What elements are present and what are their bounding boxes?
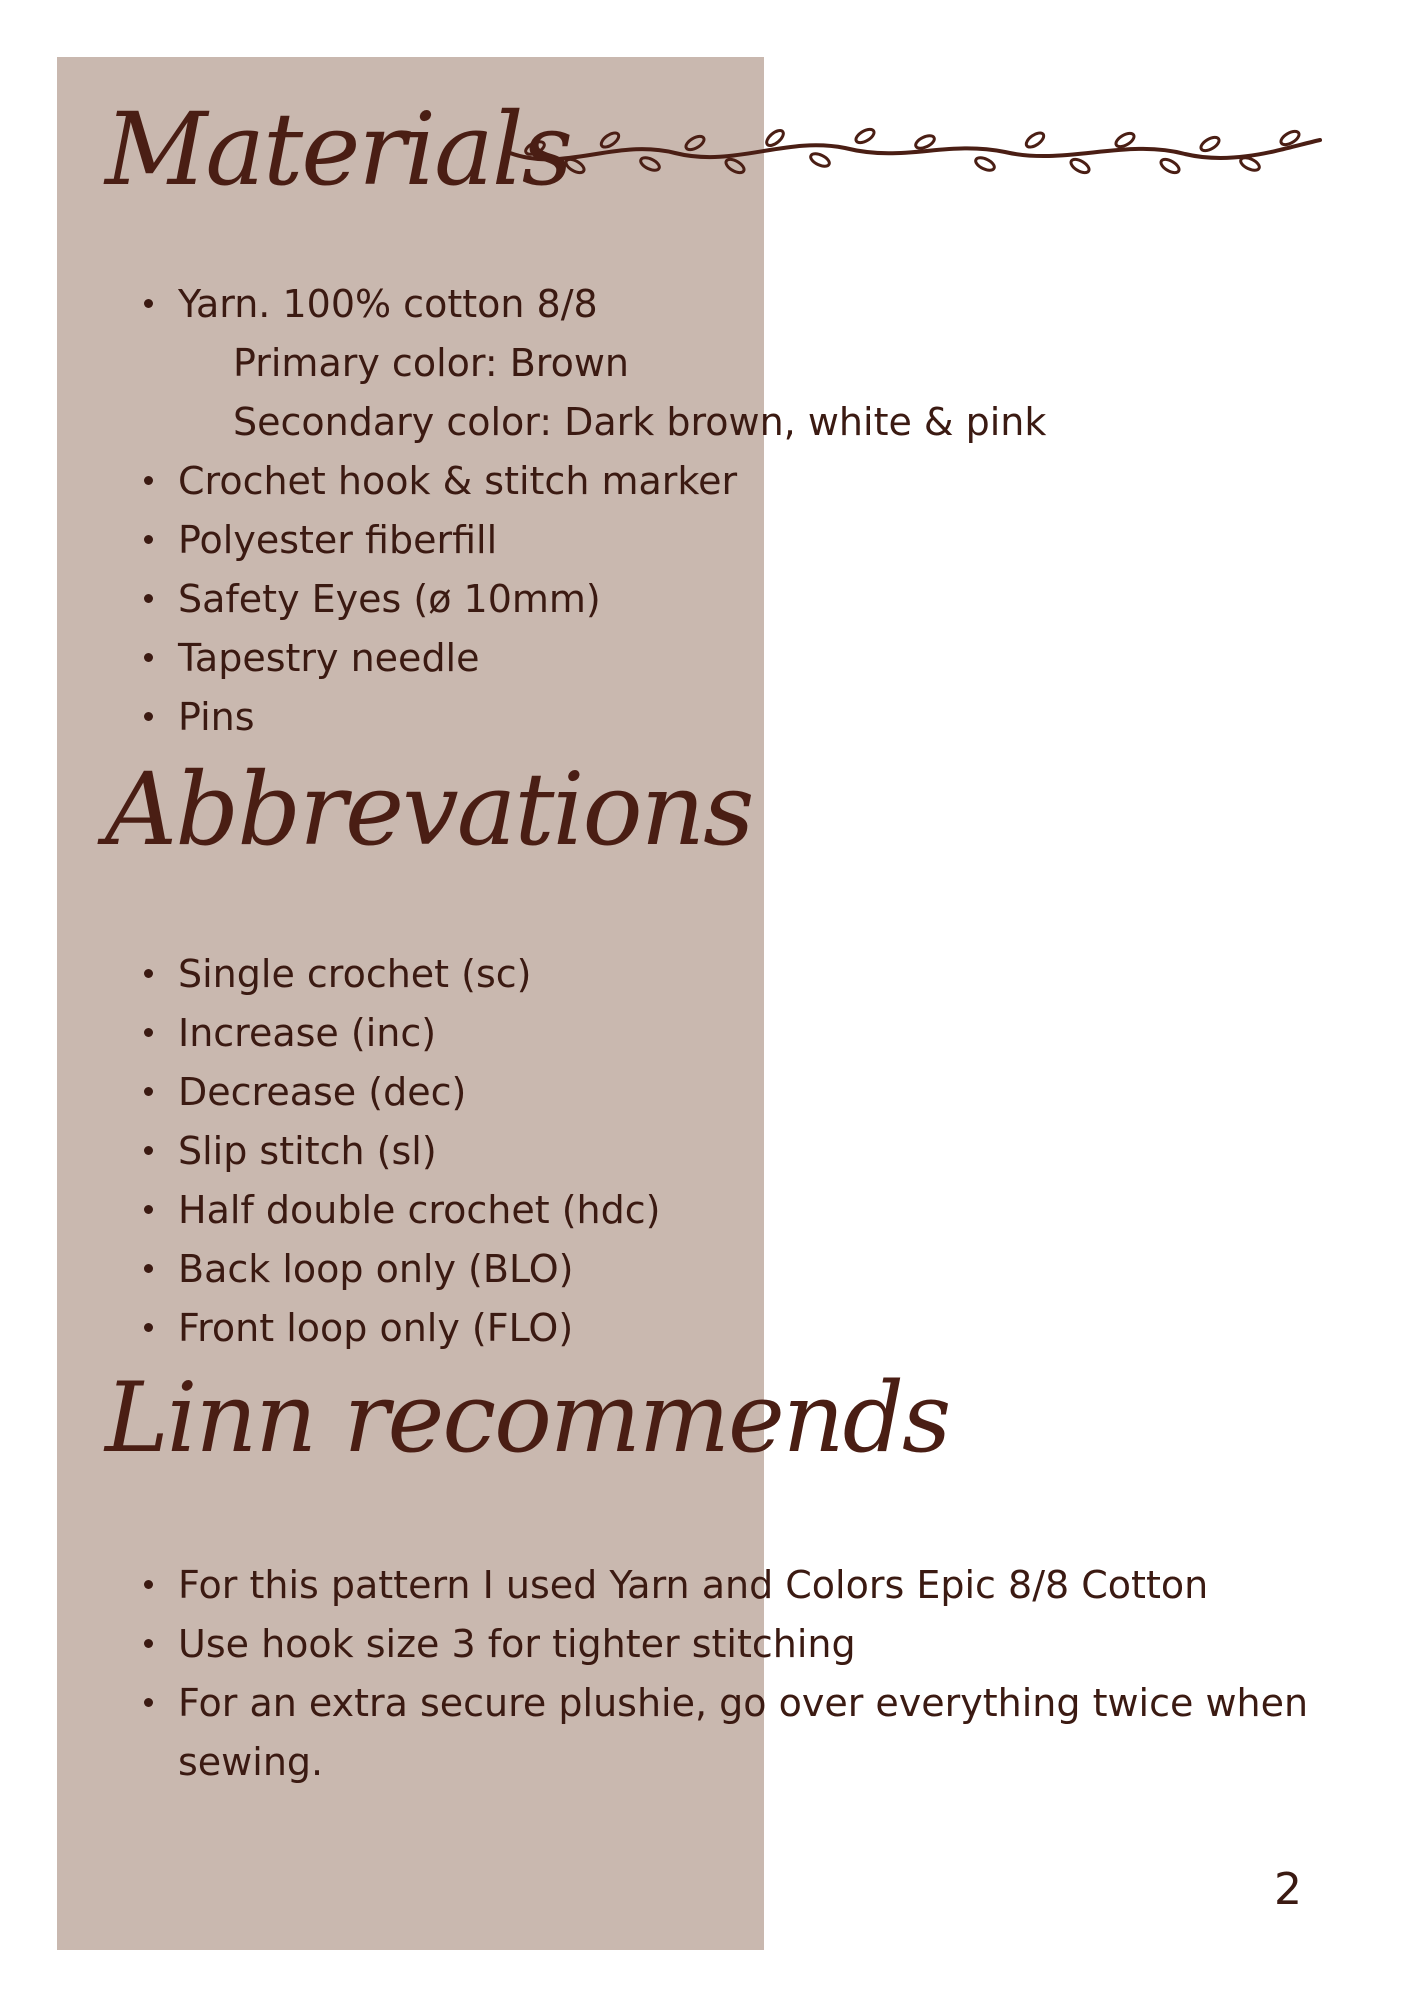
bullet-icon <box>144 1264 153 1273</box>
abbreviation-item: Slip stitch (sl) <box>178 1129 437 1173</box>
page-number: 2 <box>1274 1864 1302 1915</box>
materials-sub-secondary: Secondary color: Dark brown, white & pink <box>233 400 1047 444</box>
recommends-list <box>140 1556 1338 1792</box>
materials-heading: Materials <box>105 91 572 208</box>
list-item <box>140 688 1046 747</box>
list-item <box>140 1181 660 1240</box>
list-item <box>140 945 660 1004</box>
bullet-icon <box>144 1028 153 1037</box>
bullet-icon <box>144 969 153 978</box>
bullet-icon <box>144 1580 153 1589</box>
bullet-icon <box>144 594 153 603</box>
list-item <box>140 629 1046 688</box>
list-item <box>140 570 1046 629</box>
list-item <box>140 1674 1338 1792</box>
bullet-icon <box>144 1639 153 1648</box>
materials-item: Crochet hook & stitch marker <box>178 459 738 503</box>
abbreviations-list <box>140 945 660 1358</box>
bullet-icon <box>144 1205 153 1214</box>
recommend-item: Use hook size 3 for tighter stitching <box>178 1622 856 1666</box>
abbreviation-item: Increase (inc) <box>178 1011 437 1055</box>
abbreviation-item: Single crochet (sc) <box>178 952 532 996</box>
bullet-icon <box>144 1087 153 1096</box>
abbreviations-heading: Abbrevations <box>105 751 753 868</box>
materials-item: Tapestry needle <box>178 636 480 680</box>
bullet-icon <box>144 1146 153 1155</box>
abbreviation-item: Half double crochet (hdc) <box>178 1188 661 1232</box>
bullet-icon <box>144 1698 153 1707</box>
list-item <box>140 1299 660 1358</box>
abbreviation-item: Front loop only (FLO) <box>178 1306 574 1350</box>
abbreviation-item: Decrease (dec) <box>178 1070 467 1114</box>
materials-sub-primary: Primary color: Brown <box>233 341 629 385</box>
materials-item: Polyester fiberfill <box>178 518 498 562</box>
list-item <box>140 1063 660 1122</box>
abbreviation-item: Back loop only (BLO) <box>178 1247 574 1291</box>
materials-item: Pins <box>178 695 255 739</box>
list-item <box>140 1240 660 1299</box>
materials-list <box>140 275 1046 747</box>
list-item <box>140 1004 660 1063</box>
vine-divider-icon <box>505 118 1325 188</box>
recommend-item: For an extra secure plushie, go over everything twice when sewing. <box>178 1681 1309 1784</box>
bullet-icon <box>144 535 153 544</box>
list-item <box>140 1615 1338 1674</box>
materials-item-yarn: Yarn. 100% cotton 8/8 <box>178 282 598 326</box>
bullet-icon <box>144 712 153 721</box>
list-item <box>140 1556 1338 1615</box>
list-item <box>140 1122 660 1181</box>
bullet-icon <box>144 476 153 485</box>
bullet-icon <box>144 1323 153 1332</box>
list-item <box>140 275 1046 452</box>
list-item <box>140 452 1046 511</box>
recommend-item: For this pattern I used Yarn and Colors Epic 8/8 Cotton <box>178 1563 1209 1607</box>
list-item <box>140 511 1046 570</box>
bullet-icon <box>144 299 153 308</box>
materials-item: Safety Eyes (ø 10mm) <box>178 577 601 621</box>
bullet-icon <box>144 653 153 662</box>
recommends-heading: Linn recommends <box>105 1362 950 1474</box>
